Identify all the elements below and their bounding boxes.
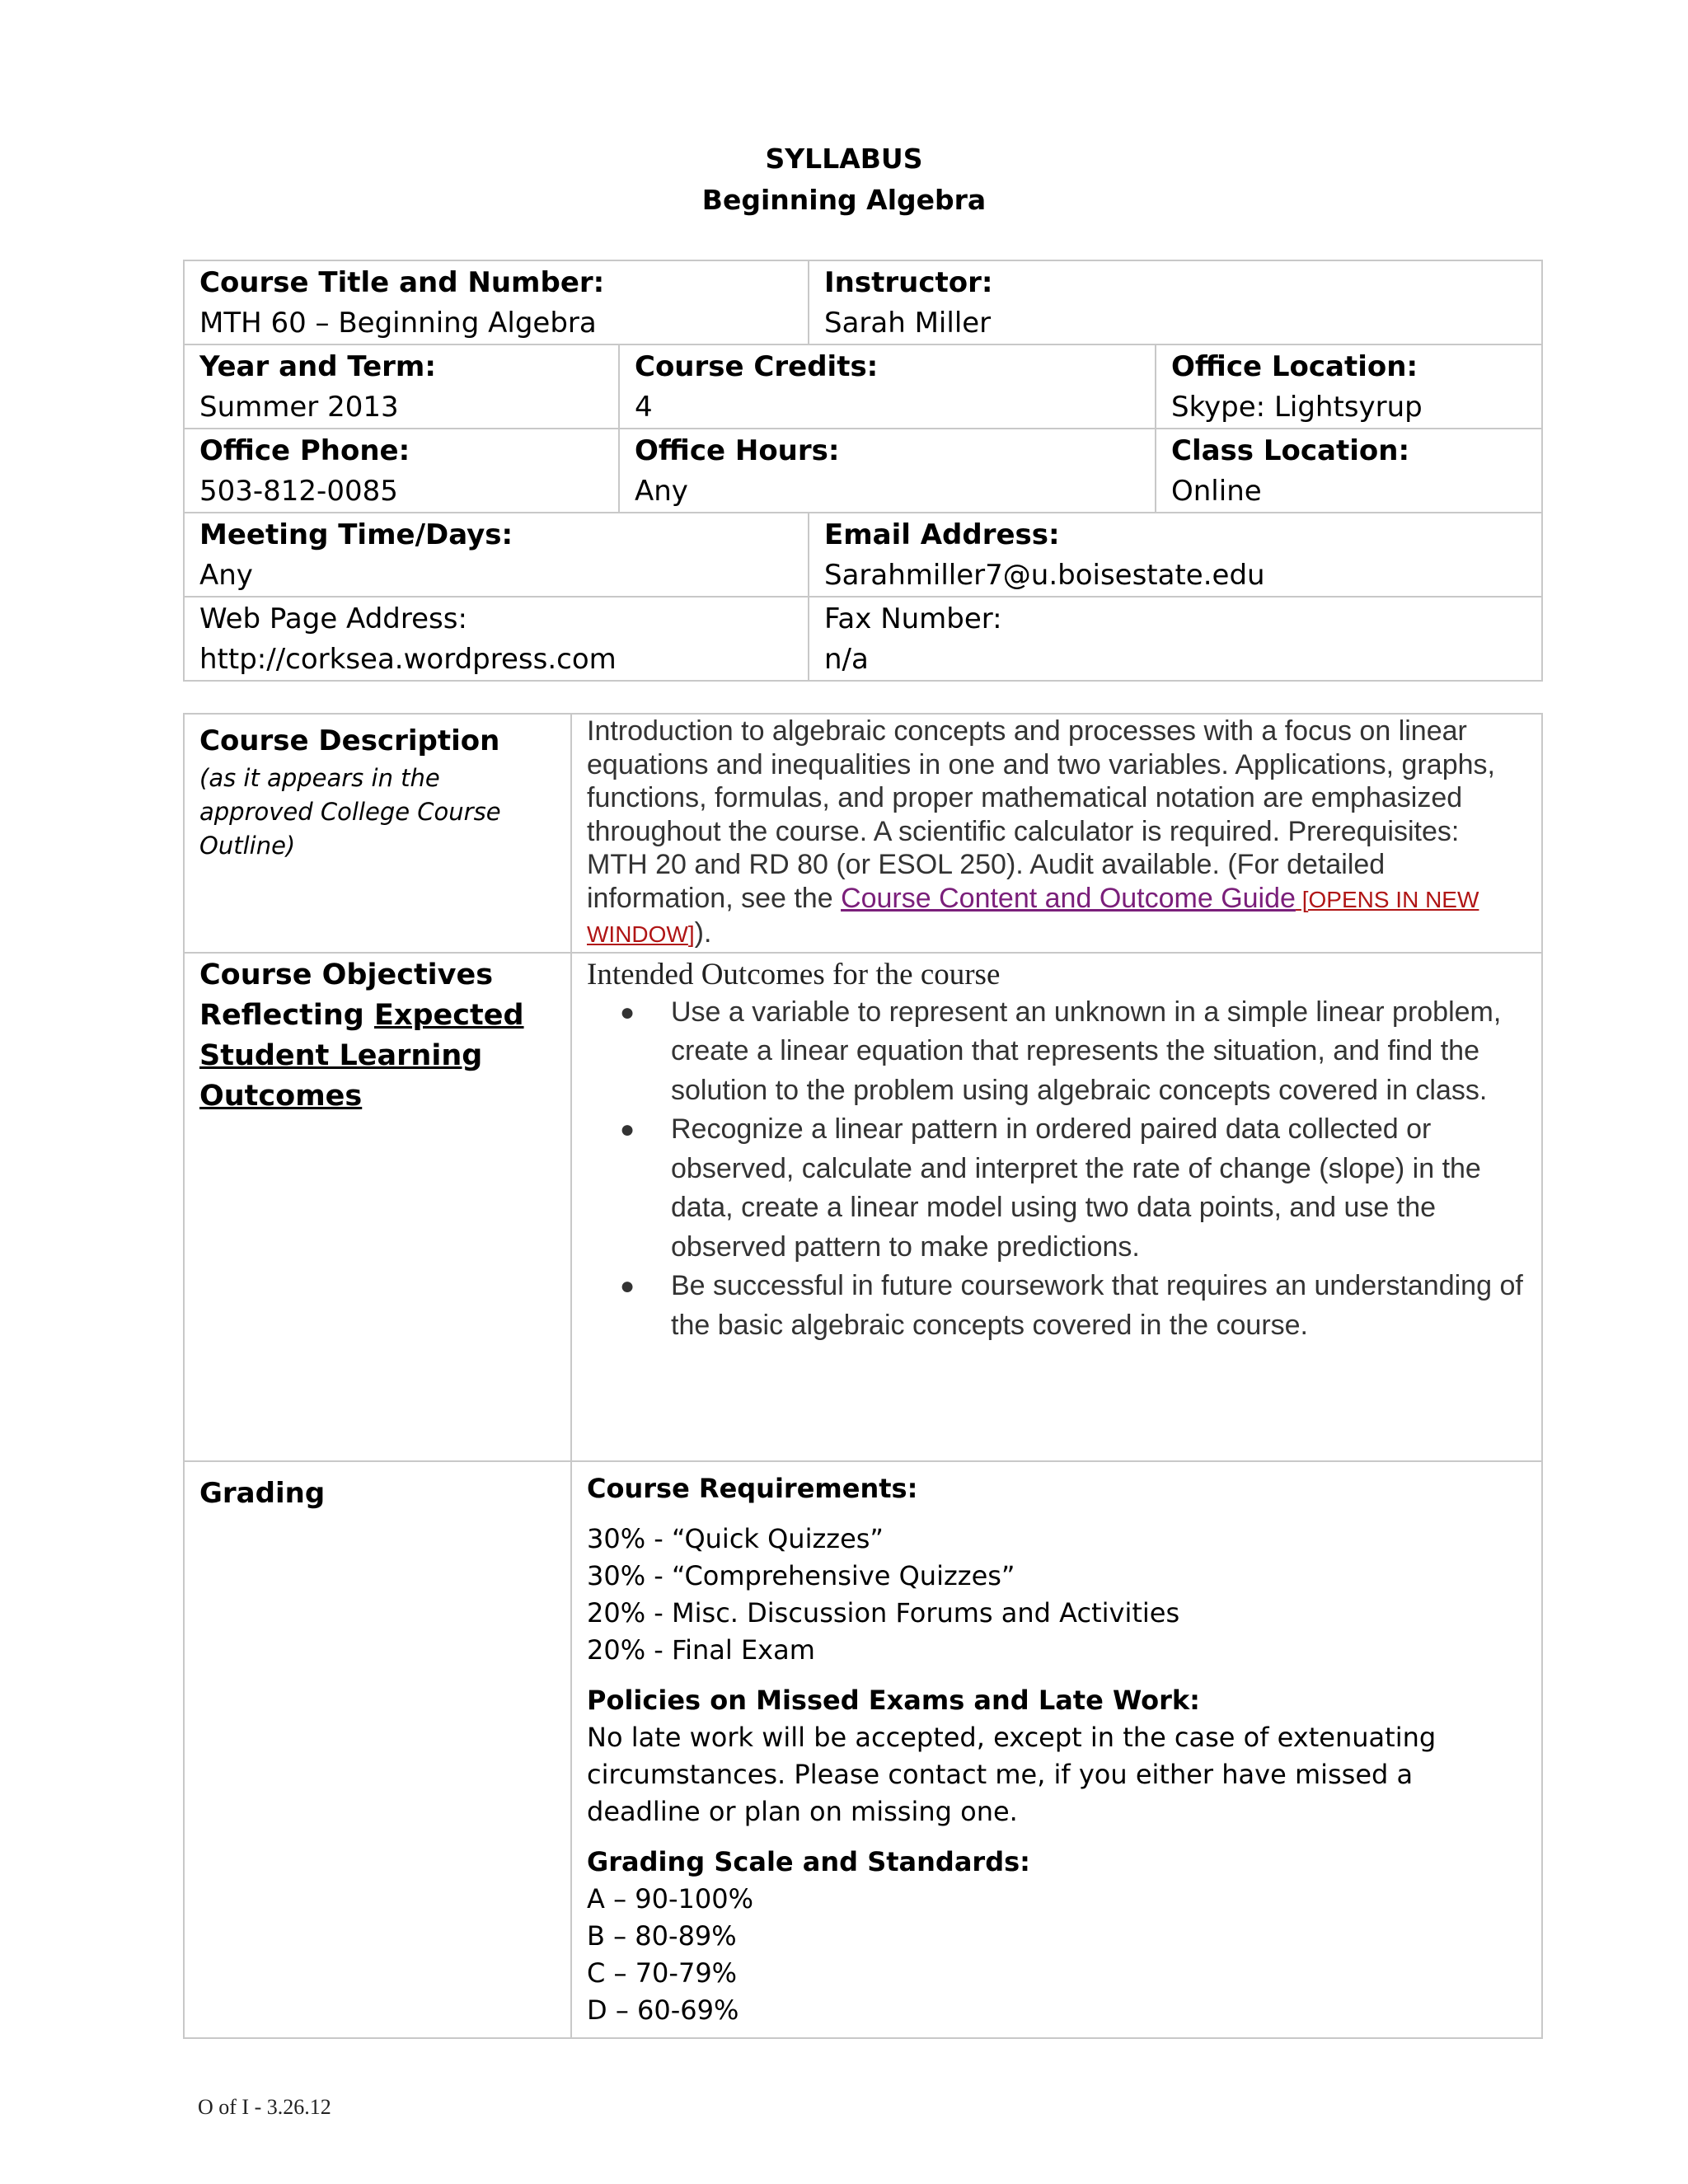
page-footer: O of I - 3.26.12 [198,2095,331,2119]
bullet-icon: ● [620,998,635,1026]
email-cell [809,513,1542,597]
instructor-cell [809,260,1542,344]
credits-value: 4 [635,391,653,424]
year-term-label: Year and Term: [199,350,436,383]
bullet-icon: ● [620,1116,635,1143]
outcome-text: Recognize a linear pattern in ordered paired data collected or observed, calculate and interpret the rate of change (slope) in the data, create a linear model using two data points, and use the observed pattern to make predictions. [671,1113,1481,1263]
bullet-icon: ● [620,1272,635,1300]
requirements-list [587,1521,1523,1669]
office-hours-label: Office Hours: [635,434,840,467]
office-location-label: Office Location: [1171,350,1418,383]
list-item: 30% - “Quick Quizzes” [587,1522,884,1554]
instructor-label: Instructor: [824,266,993,299]
objectives-heading-2 [199,996,557,1036]
description-label-cell [184,714,571,953]
description-text-end: ). [694,917,712,949]
intended-outcomes-intro: Intended Outcomes for the course [587,957,1001,991]
web-page-label: Web Page Address: [199,602,467,635]
office-location-cell [1156,344,1542,429]
year-term-cell [184,344,619,429]
course-info-table [183,260,1543,682]
list-item [587,993,1523,1111]
fax-cell [809,597,1542,681]
opens-bracket-open: [ [1295,886,1309,912]
list-item: C – 70-79% [587,1957,738,1989]
description-heading: Course Description [199,724,500,757]
page-title: SYLLABUS [765,143,923,175]
credits-cell [619,344,1156,429]
objectives-heading-2b: Expected [374,998,524,1032]
objectives-heading-3: Student Learning [199,1038,483,1072]
requirements-heading: Course Requirements: [587,1472,918,1504]
objectives-label-cell [184,953,571,1461]
course-title-value: MTH 60 – Beginning Algebra [199,307,597,340]
policy-text: No late work will be accepted, except in the case of extenuating circumstances. Please contact me, if you either have missed a deadline or plan on missing one. [587,1721,1437,1827]
list-item [587,1110,1523,1267]
list-item: 20% - Final Exam [587,1633,815,1666]
course-title-cell [184,260,809,344]
grading-scale-section [587,1844,1523,2029]
list-item: 20% - Misc. Discussion Forums and Activities [587,1596,1180,1629]
description-text: Introduction to algebraic concepts and processes with a focus on linear equations and inequalities in one and two variables. Applications, graphs, functions, formulas, and proper mathematical notation are emphasized throughout the course. A scientific calculator is required. Prerequisites: MTH 20 and RD 80 (or ESOL 250). Audit available. (For detailed information, see the [587,715,1495,914]
year-term-value: Summer 2013 [199,391,399,424]
office-hours-cell [619,429,1156,513]
office-hours-value: Any [635,475,688,508]
objectives-content-cell [571,953,1542,1461]
fax-label: Fax Number: [824,602,1002,635]
list-item [587,1267,1523,1345]
office-phone-cell [184,429,619,513]
objectives-heading-2a: Reflecting [199,998,374,1032]
web-page-cell [184,597,809,681]
meeting-label: Meeting Time/Days: [199,518,513,551]
objectives-heading-1: Course Objectives [199,958,494,991]
web-page-value: http://corksea.wordpress.com [199,643,617,676]
email-label: Email Address: [824,518,1060,551]
course-guide-link[interactable]: Course Content and Outcome Guide [841,882,1296,914]
course-details-table [183,713,1543,2039]
meeting-cell [184,513,809,597]
office-phone-label: Office Phone: [199,434,410,467]
instructor-value: Sarah Miller [824,307,992,340]
outcome-text: Be successful in future coursework that requires an understanding of the basic algebraic concepts covered in the course. [671,1270,1523,1341]
fax-value: n/a [824,643,869,676]
policy-section [587,1682,1523,1830]
outcome-text: Use a variable to represent an unknown in a simple linear problem, create a linear equation that represents the situation, and find the solution to the problem using algebraic concepts covered in class. [671,996,1502,1106]
course-title-label: Course Title and Number: [199,266,605,299]
class-location-label: Class Location: [1171,434,1410,467]
opens-bracket-close: ] [687,921,695,947]
grading-label-cell [184,1461,571,2038]
email-value: Sarahmiller7@u.boisestate.edu [824,559,1265,592]
class-location-cell [1156,429,1542,513]
credits-label: Course Credits: [635,350,879,383]
class-location-value: Online [1171,475,1262,508]
office-location-value: Skype: Lightsyrup [1171,391,1423,424]
meeting-value: Any [199,559,253,592]
description-text-cell [571,714,1542,953]
list-item: B – 80-89% [587,1919,737,1952]
grading-heading: Grading [199,1476,326,1510]
objectives-heading-4: Outcomes [199,1079,363,1113]
outcomes-list [587,993,1523,1376]
grading-content-cell [571,1461,1542,2038]
office-phone-value: 503-812-0085 [199,475,398,508]
list-item: A – 90-100% [587,1882,753,1915]
policy-heading: Policies on Missed Exams and Late Work: [587,1684,1200,1716]
opens-new-window-link[interactable]: OPENS IN NEW WINDOW [587,886,1479,947]
list-item: 30% - “Comprehensive Quizzes” [587,1559,1015,1591]
page-subtitle: Beginning Algebra [701,184,987,216]
scale-heading: Grading Scale and Standards: [587,1845,1030,1877]
list-item: D – 60-69% [587,1994,739,2026]
description-subheading: (as it appears in the approved College Course Outline) [199,764,501,860]
